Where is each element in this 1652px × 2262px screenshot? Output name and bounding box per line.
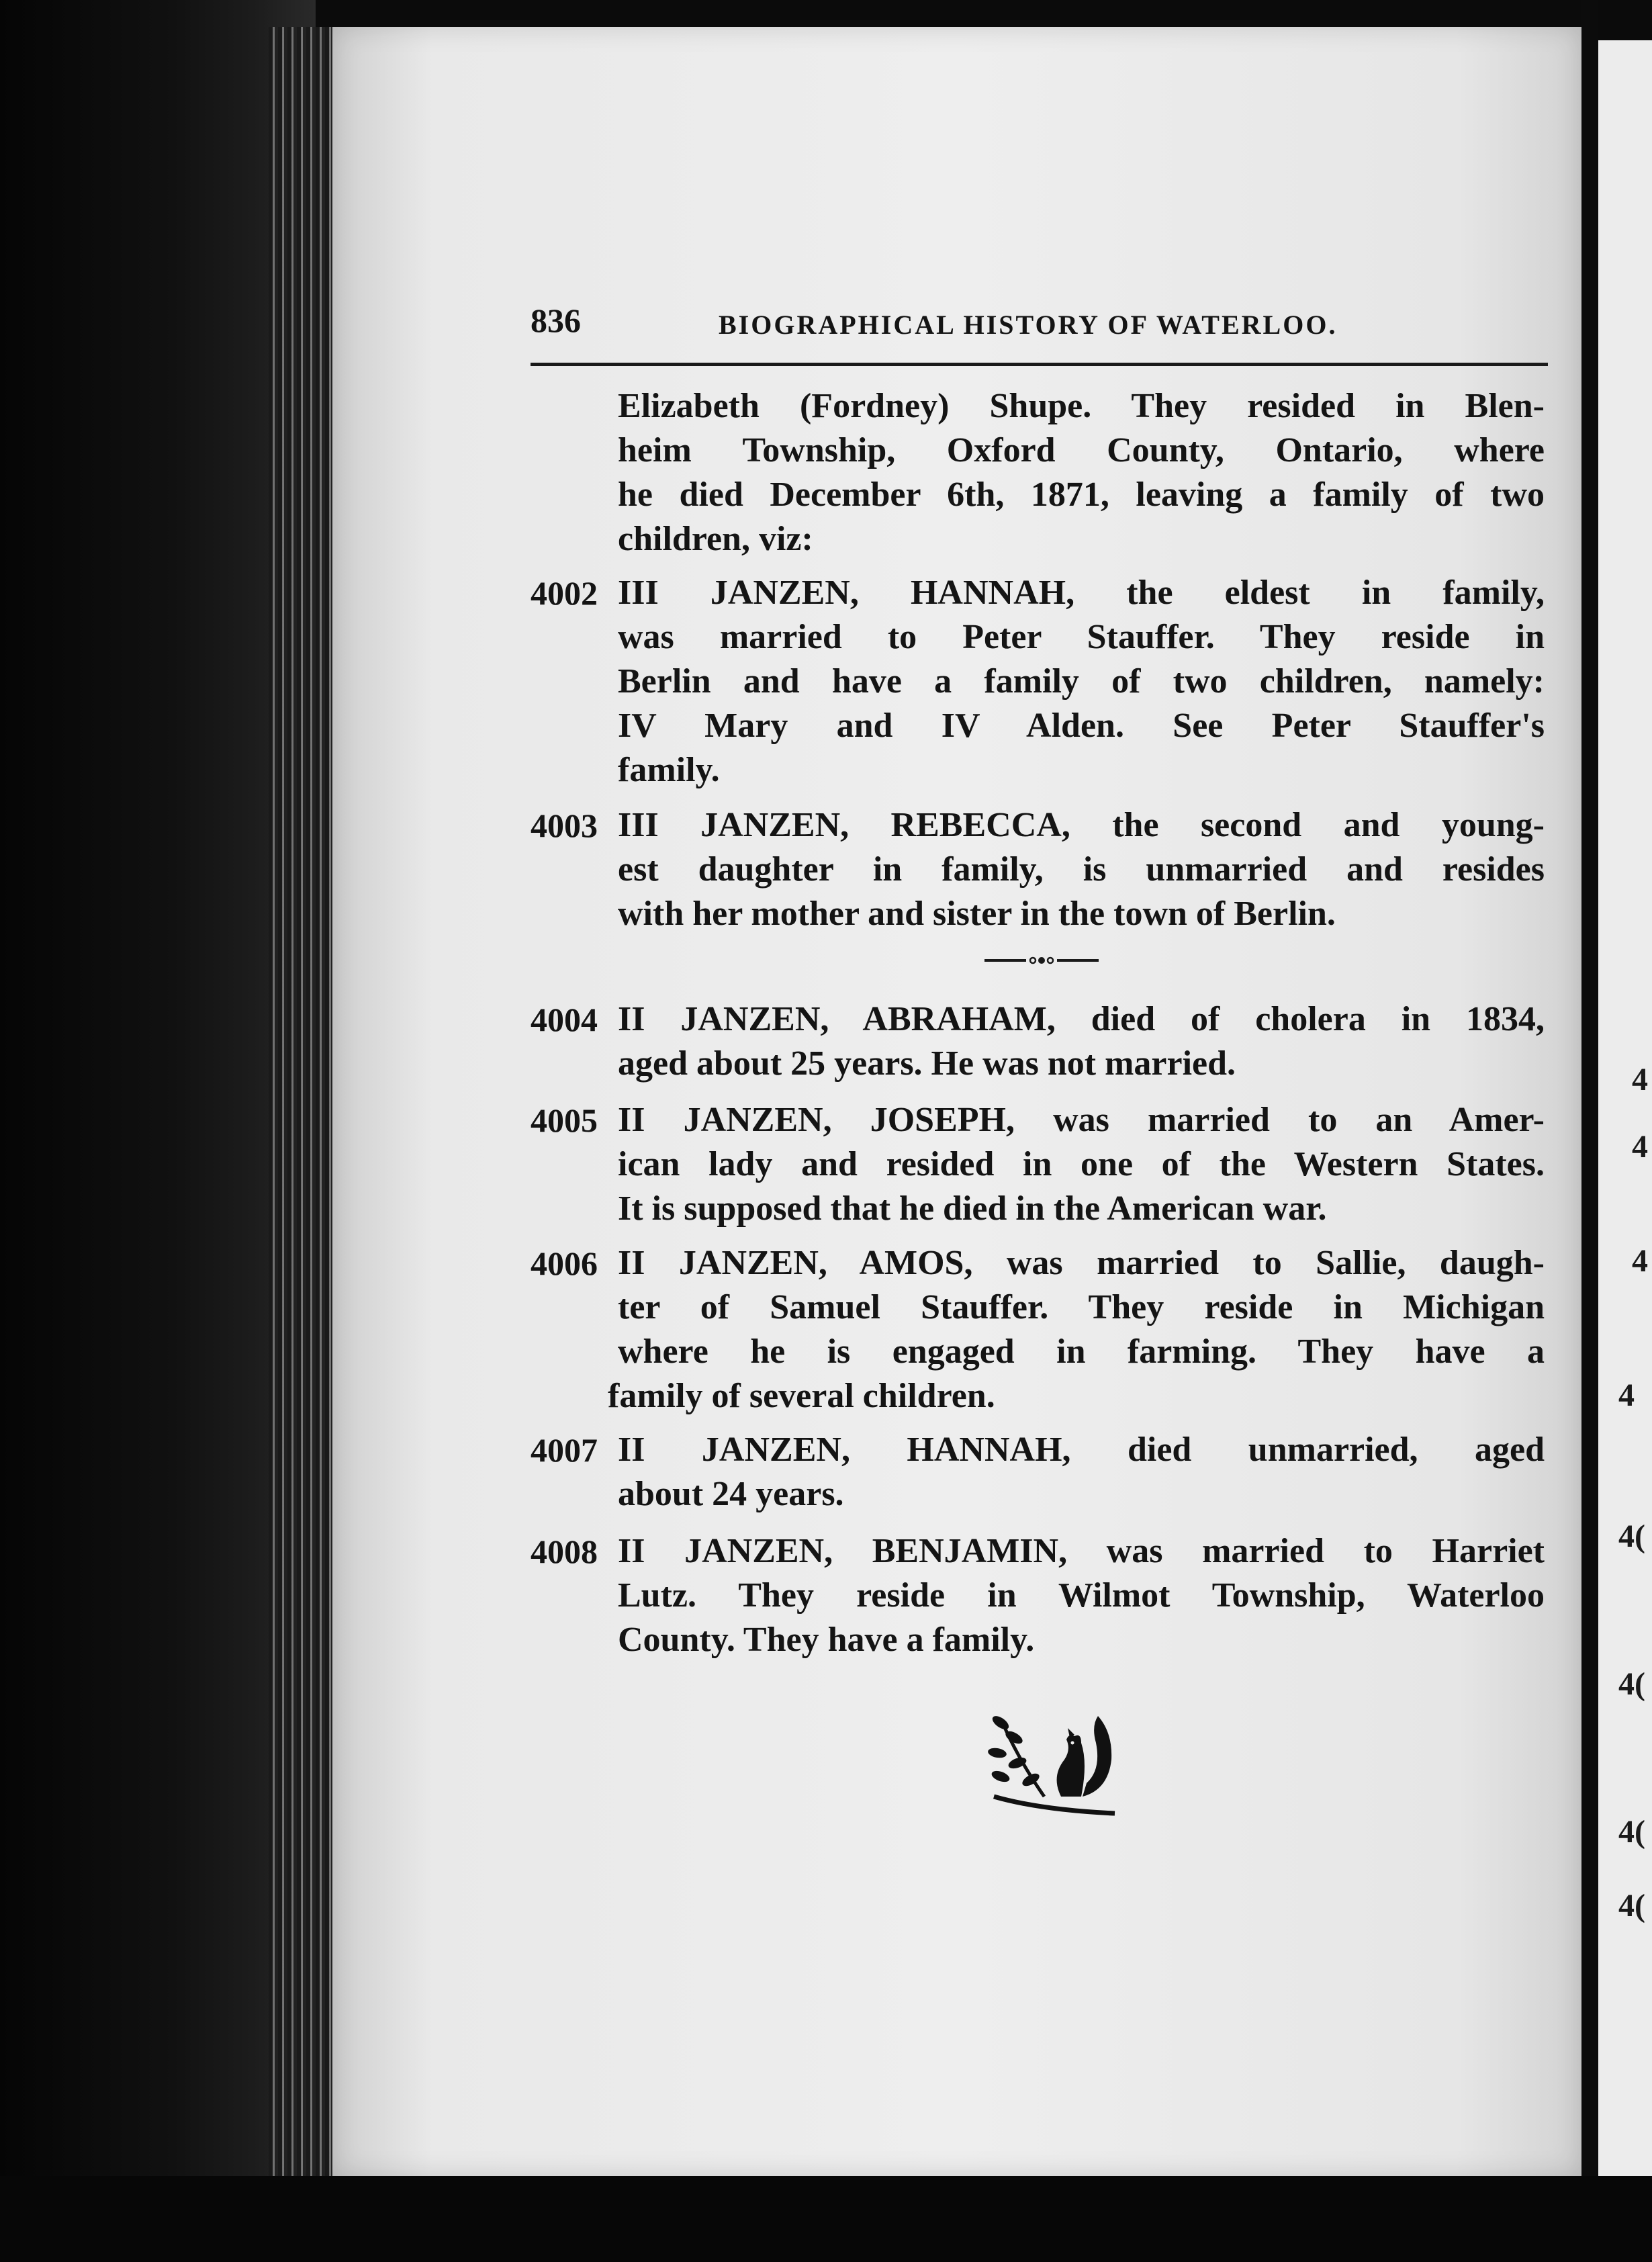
- text-line: ican lady and resided in one of the Western States.: [618, 1145, 1545, 1183]
- text-line: Elizabeth (Fordney) Shupe. They resided in Blen-: [618, 387, 1545, 425]
- facing-page-fragment: 4(: [1618, 1519, 1645, 1554]
- entry-number: 4003: [531, 807, 598, 844]
- text-line: II JANZEN, BENJAMIN, was married to Harriet: [618, 1532, 1545, 1570]
- text-line: family.: [618, 751, 720, 789]
- text-line: est daughter in family, is unmarried and resides: [618, 850, 1545, 889]
- text-line: II JANZEN, ABRAHAM, died of cholera in 1834,: [618, 1000, 1545, 1038]
- header-rule: [531, 363, 1548, 366]
- entry-number: 4002: [531, 574, 598, 612]
- entry-number: 4007: [531, 1431, 598, 1469]
- text-line: he died December 6th, 1871, leaving a family of two: [618, 476, 1545, 514]
- facing-page-fragment: 4(: [1618, 1666, 1645, 1702]
- text-line: was married to Peter Stauffer. They reside in: [618, 618, 1545, 656]
- text-line: children, viz:: [618, 520, 813, 558]
- text-line: County. They have a family.: [618, 1621, 1035, 1659]
- page-header: [531, 301, 1538, 348]
- entry-number: 4006: [531, 1245, 598, 1282]
- text-line: It is supposed that he died in the American war.: [618, 1189, 1327, 1228]
- text-line: IV Mary and IV Alden. See Peter Stauffer's: [618, 707, 1545, 745]
- book-gutter: [1581, 0, 1598, 2262]
- text-line: II JANZEN, HANNAH, died unmarried, aged: [618, 1431, 1545, 1469]
- text-line: aged about 25 years. He was not married.: [618, 1044, 1236, 1083]
- text-line: heim Township, Oxford County, Ontario, where: [618, 431, 1545, 469]
- facing-page-fragment: 4(: [1618, 1814, 1645, 1850]
- text-line: II JANZEN, AMOS, was married to Sallie, daugh-: [618, 1244, 1545, 1282]
- section-divider-ornament: [984, 954, 1099, 967]
- text-line: II JANZEN, JOSEPH, was married to an Amer-: [618, 1101, 1545, 1139]
- squirrel-tailpiece-icon: [980, 1696, 1121, 1830]
- facing-page-edge: [1598, 40, 1652, 2176]
- text-line: where he is engaged in farming. They have a: [618, 1332, 1545, 1371]
- text-line: with her mother and sister in the town of Berlin.: [618, 895, 1336, 933]
- text-line: III JANZEN, REBECCA, the second and young-: [618, 806, 1545, 844]
- facing-page-fragment: 4: [1618, 1377, 1635, 1413]
- text-line: III JANZEN, HANNAH, the eldest in family,: [618, 574, 1545, 612]
- page-number: 836: [531, 302, 581, 339]
- scan-background-bottom: [0, 2176, 1652, 2262]
- entry-number: 4005: [531, 1101, 598, 1139]
- facing-page-fragment: 4: [1632, 1243, 1648, 1279]
- facing-page-fragment: 4: [1632, 1062, 1648, 1097]
- facing-page-fragment: 4(: [1618, 1888, 1645, 1924]
- text-line: Lutz. They reside in Wilmot Township, Waterloo: [618, 1576, 1545, 1615]
- text-line: family of several children.: [608, 1377, 995, 1415]
- entry-number: 4004: [531, 1001, 598, 1038]
- entry-number: 4008: [531, 1533, 598, 1570]
- book-page-edges: [269, 27, 342, 2176]
- text-line: ter of Samuel Stauffer. They reside in Michigan: [618, 1288, 1545, 1326]
- text-line: Berlin and have a family of two children, namely:: [618, 662, 1545, 700]
- facing-page-fragment: 4: [1632, 1129, 1648, 1165]
- running-head: BIOGRAPHICAL HISTORY OF WATERLOO.: [719, 310, 1338, 340]
- text-line: about 24 years.: [618, 1475, 844, 1513]
